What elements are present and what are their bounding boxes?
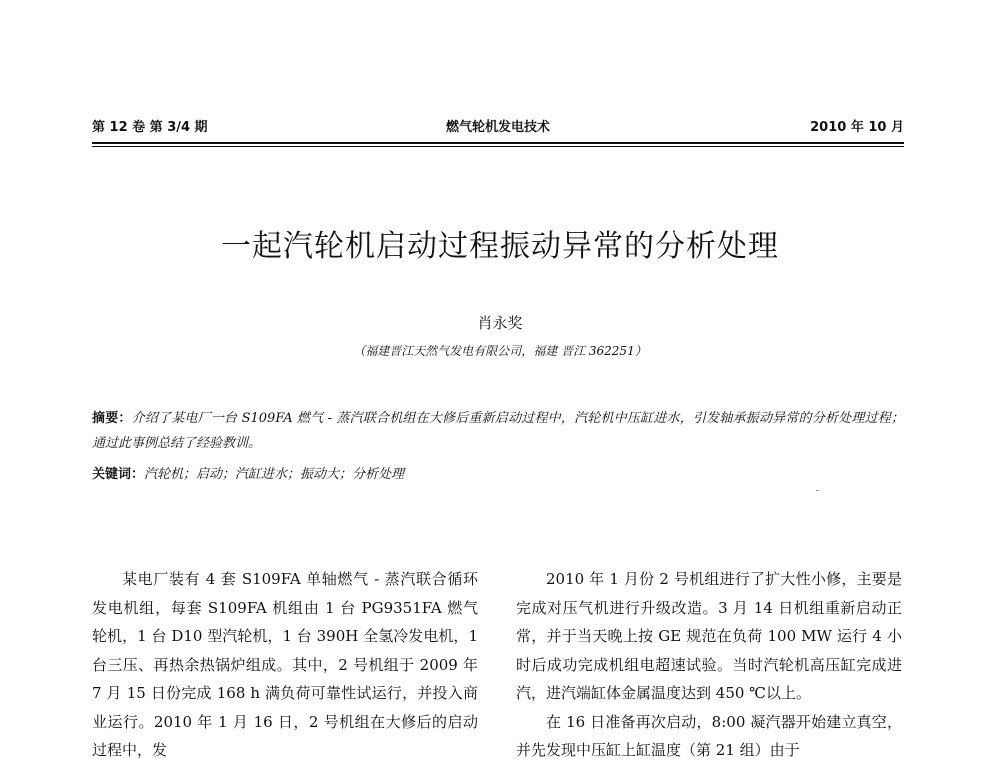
scan-mark — [816, 490, 819, 491]
author-affiliation: （福建晋江天然气发电有限公司，福建 晋江 362251） — [353, 344, 647, 358]
header-rule-thick — [92, 142, 904, 144]
body-paragraph: 在 16 日准备再次启动，8:00 凝汽器开始建立真空，并先发现中压缸上缸温度（第 21 组）由于 — [516, 712, 902, 759]
header-date: 2010 年 10 月 — [810, 120, 904, 135]
keywords — [92, 462, 904, 487]
header-rule-thin — [92, 146, 904, 147]
body-left-column — [92, 565, 478, 765]
abstract — [92, 406, 904, 456]
keywords-text: 汽轮机；启动；汽缸进水；振动大；分析处理 — [144, 467, 405, 482]
header-journal-name: 燃气轮机发电技术 — [445, 120, 550, 135]
body-paragraph: 某电厂装有 4 套 S109FA 单轴燃气 - 蒸汽联合循环发电机组，每套 S109FA 机组由 1 台 PG9351FA 燃气轮机，1 台 D10 型汽轮机，1 台 390H 全氢冷发电机，1 台三压、再热余热锅炉组成。其中，2 号机组于 2009 年 7 月 15 日份完成 168 h 满负荷可靠性试运行，并投入商业运行。2010 年 1 月 16 日，2 号机组在大修后的启动过程中，发 — [92, 570, 478, 759]
article-title: 一起汽轮机启动过程振动异常的分析处理 — [221, 229, 779, 264]
running-header — [92, 116, 904, 136]
abstract-label: 摘要： — [92, 411, 132, 426]
header-volume-issue: 第 12 卷 第 3/4 期 — [92, 120, 208, 135]
author-name: 肖永奖 — [477, 314, 523, 332]
body-right-column — [516, 565, 902, 765]
abstract-text: 介绍了某电厂一台 S109FA 燃气 - 蒸汽联合机组在大修后重新启动过程中，汽轮机中压缸进水，引发轴承振动异常的分析处理过程；通过此事例总结了经验教训。 — [92, 411, 904, 451]
keywords-label: 关键词： — [92, 467, 145, 482]
body-paragraph: 2010 年 1 月份 2 号机组进行了扩大性小修，主要是完成对压气机进行升级改造。3 月 14 日机组重新启动正常，并于当天晚上按 GE 规范在负荷 100 MW 运行 4 小时后成功完成机组电超速试验。当时汽轮机高压缸完成进汽，进汽端缸体金属温度达到 450 ℃以上。 — [516, 570, 902, 702]
